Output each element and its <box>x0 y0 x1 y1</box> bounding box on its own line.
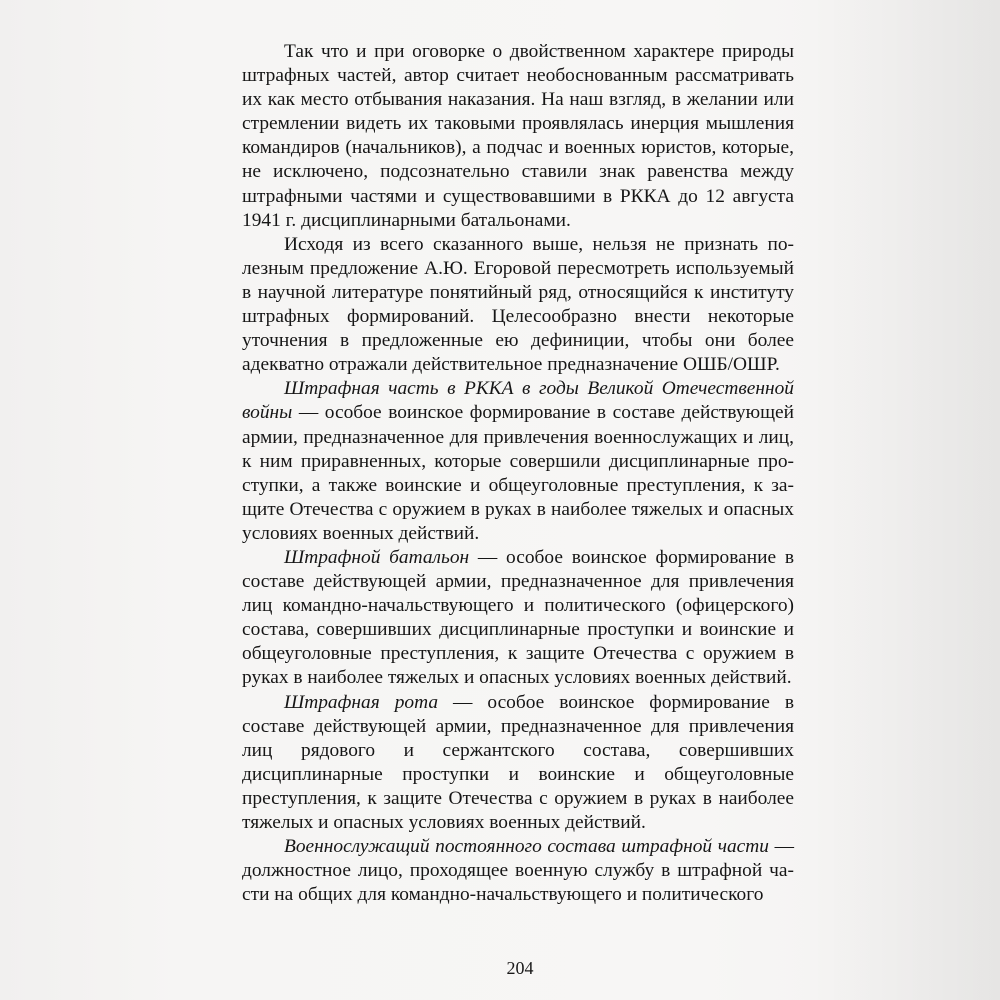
defined-term: Штрафной батальон <box>284 546 470 568</box>
paragraph-text: Исходя из всего сказанного выше, нельзя не признать полезным предложение А.Ю. Егоровой пересмотреть используемый в научной литературе понятийный ряд, относящийся к институту штрафных формирований. Целесообразно внести некоторые уточнения в предложенные ею дефиниции, чтобы они более адекватно отражали действительное предназначение ОШБ/ОШР. <box>242 233 794 376</box>
body-text <box>242 40 794 907</box>
definition-penal-battalion <box>242 546 794 691</box>
defined-term: Штрафная рота <box>284 691 439 713</box>
definition-text: — особое воинское формирование в составе действующей армии, предназначенное для привлечения лиц командно-начальствующего и политического (офицерского) состава, совершивших дисциплинарные проступки и воинские и общеуголовные преступления, к защите Отечества с оружием в руках в наиболее тяжелых и опасных условиях военных действий. <box>242 546 794 689</box>
paragraph-2 <box>242 233 794 378</box>
definition-text: — особое воинское формирование в составе действующей армии, предназначенное для привлечения лиц рядового и сержантского состава, совершивших дисциплинарные проступки и воинские и общеуголовные преступления, к защите Отечества с оружием в руках в наиболее тяжелых и опасных условиях военных действий. <box>242 691 794 833</box>
definition-penal-unit <box>242 377 794 546</box>
page-edge-shadow <box>810 0 1000 1000</box>
paragraph-1 <box>242 40 794 233</box>
definition-permanent-staff <box>242 835 794 907</box>
defined-term: Штрафная часть в РККА в годы Великой Отечественной войны <box>242 378 794 424</box>
page-number: 204 <box>506 958 534 978</box>
definition-text: — особое воинское формирование в составе действующей армии, предназначенное для привлечения военнослужащих и лиц, к ним приравненных, которые совершили дисциплинарные проступки, а также воинские и общеуголовные преступления, к защите Отечества с оружием в руках в наиболее тяжелых и опасных условиях военных действий. <box>242 402 794 544</box>
defined-term: Военнослужащий постоянного состава штрафной части <box>284 836 769 858</box>
definition-penal-company <box>242 691 794 836</box>
definition-text: — должностное лицо, проходящее военную службу в штрафной части на общих для командно-начальствующего и политического <box>242 836 794 906</box>
paragraph-text: Так что и при оговорке о двойственном характере природы штрафных частей, автор считает необоснованным рассматривать их как место отбывания наказания. На наш взгляд, в желании или стремлении видеть их таковыми проявлялась инерция мышления командиров (начальников), а подчас и военных юристов, которые, не исключено, подсознательно ставили знак равенства между штрафными частями и существовавшими в РККА до 12 августа 1941 г. дисциплинарными батальонами. <box>242 41 794 231</box>
